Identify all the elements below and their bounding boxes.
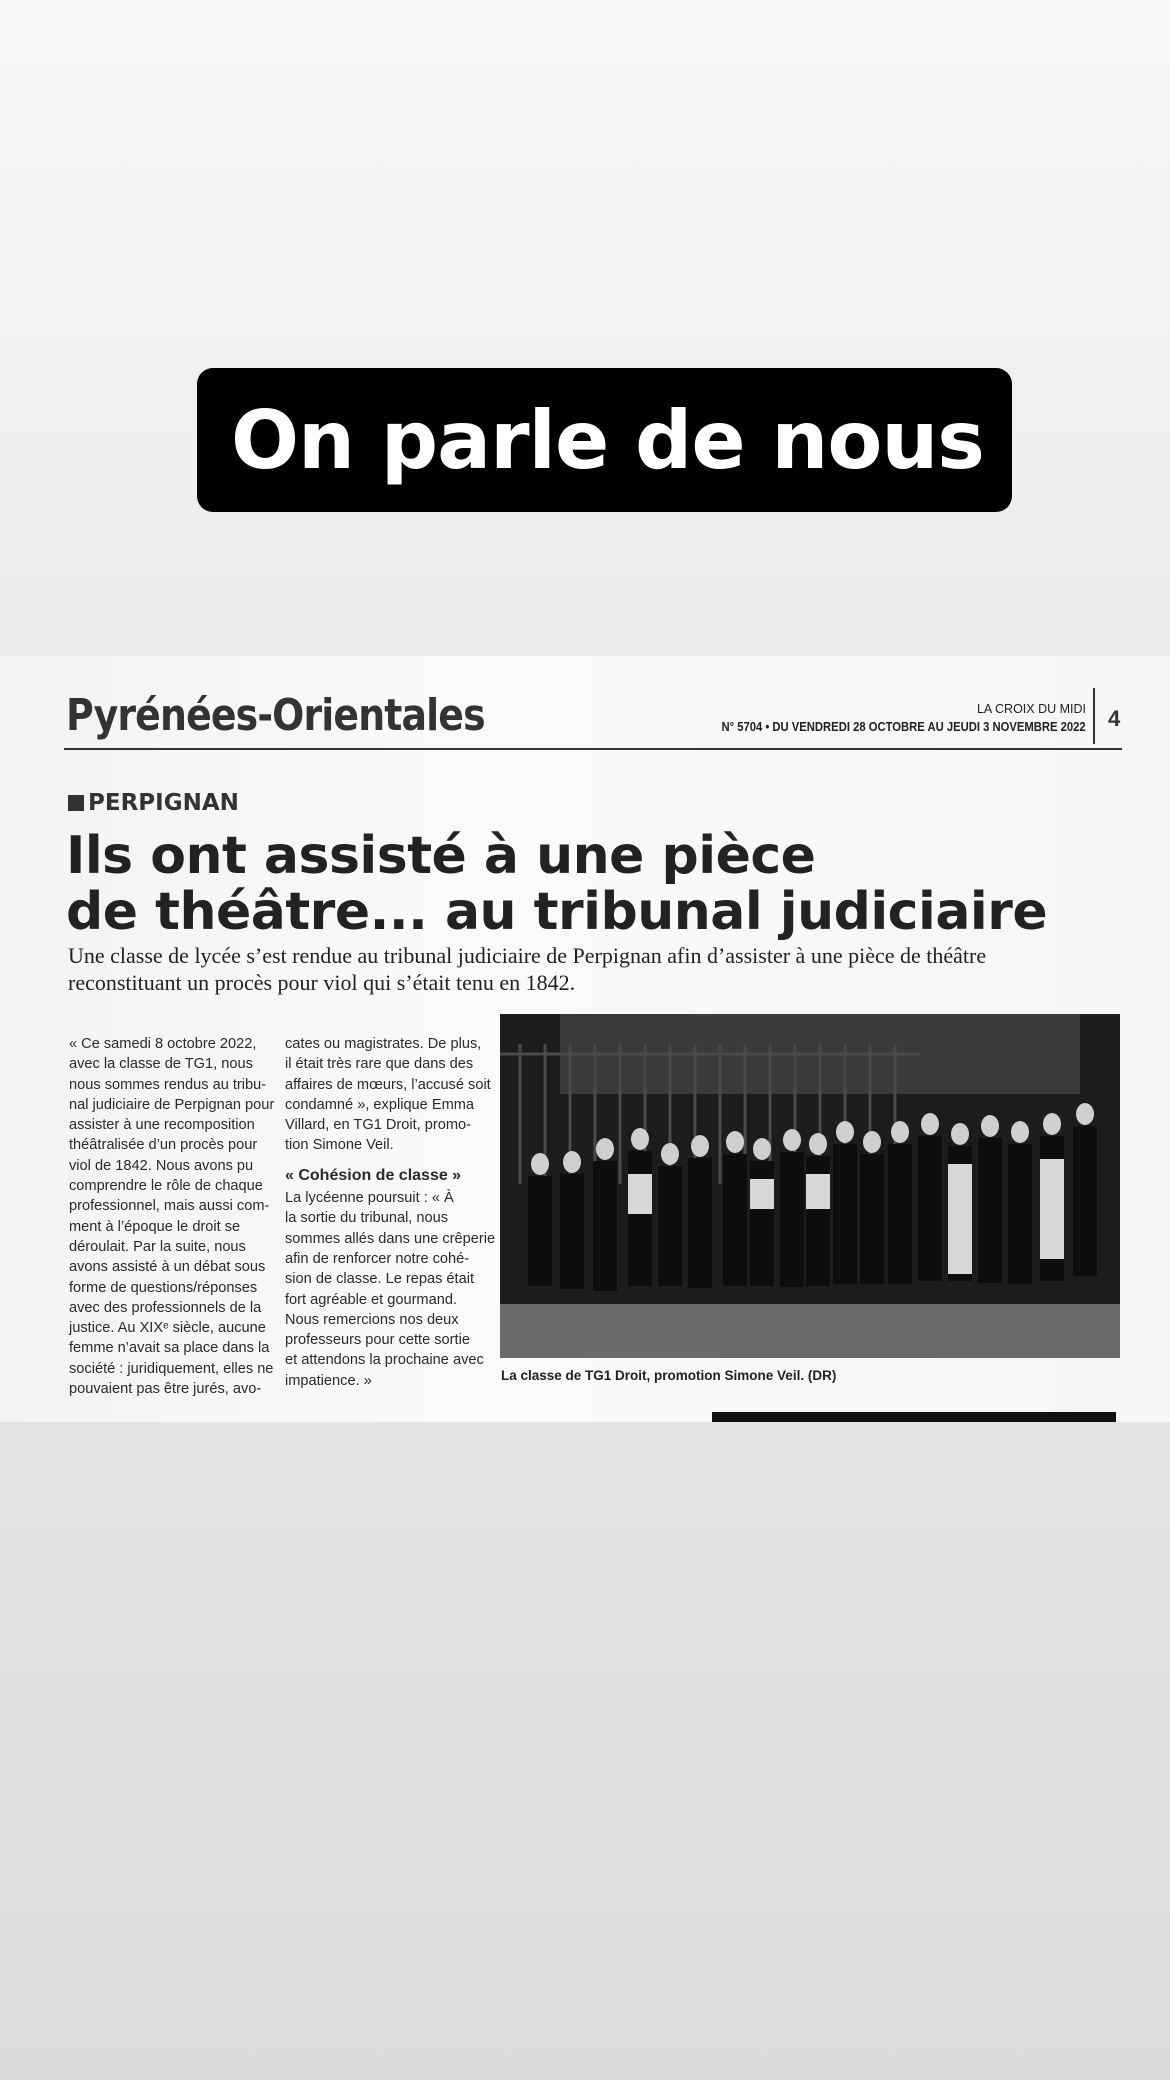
headline-line: Ils ont assisté à une pièce <box>66 826 816 886</box>
headline-line: de théâtre... au tribunal judiciaire <box>66 882 1048 942</box>
article-standfirst <box>68 942 1118 996</box>
article-line: « Ce samedi 8 octobre 2022, <box>69 1036 257 1052</box>
standfirst-line: reconstituant un procès pour viol qui s’était tenu en 1842. <box>68 970 576 995</box>
article-line: tion Simone Veil. <box>285 1137 394 1154</box>
class-photo-illustration <box>500 1014 1120 1358</box>
article-line: assister à une recomposition <box>69 1117 255 1134</box>
article-line: La lycéenne poursuit : « À <box>285 1190 454 1207</box>
article-line: justice. Au XIXᵉ siècle, aucune <box>69 1320 266 1337</box>
article-column-1 <box>69 1034 275 1399</box>
kicker <box>68 790 239 816</box>
article-line: avec des professionnels de la <box>69 1299 262 1316</box>
article-line: Villard, en TG1 Droit, promo- <box>285 1117 472 1134</box>
article-line: la sortie du tribunal, nous <box>285 1210 449 1227</box>
article-line: forme de questions/réponses <box>69 1279 258 1296</box>
article-subheading: « Cohésion de classe » <box>285 1166 462 1184</box>
article-line: pouvaient pas être jurés, avo- <box>69 1381 262 1398</box>
story-banner <box>197 368 1012 512</box>
section-title: Pyrénées-Orientales <box>66 690 485 741</box>
article-line: impatience. » <box>285 1372 372 1389</box>
story-banner-text: On parle de nous <box>231 393 984 487</box>
masthead-separator <box>1093 688 1095 744</box>
article-line: il était très rare que dans des <box>285 1056 474 1073</box>
article-line: société : juridiquement, elles ne <box>69 1360 274 1377</box>
bottom-dark-bar <box>712 1412 1116 1422</box>
header-rule <box>64 748 1122 750</box>
article-line: fort agréable et gourmand. <box>285 1291 457 1308</box>
column-2-top <box>285 1034 491 1156</box>
newspaper-clipping <box>0 656 1170 1422</box>
page-number: 4 <box>1108 706 1121 731</box>
article-line: professionnel, mais aussi com- <box>69 1198 270 1215</box>
article-headline <box>66 828 1116 940</box>
article-line: comprendre le rôle de chaque <box>69 1178 263 1195</box>
article-line: sommes allés dans une crêperie <box>285 1230 496 1247</box>
kicker-label: PERPIGNAN <box>88 790 239 816</box>
article-line: nal judiciaire de Perpignan pour <box>69 1096 275 1113</box>
article-line: viol de 1842. Nous avons pu <box>69 1157 254 1174</box>
article-line: professeurs pour cette sortie <box>285 1332 470 1349</box>
article-line: Nous remercions nos deux <box>285 1311 459 1328</box>
photo-caption: La classe de TG1 Droit, promotion Simone Veil. (DR) <box>501 1368 837 1383</box>
article-line: condamné », explique Emma <box>285 1096 475 1113</box>
class-photo <box>500 1014 1120 1358</box>
article-line: afin de renforcer notre cohé- <box>285 1250 470 1267</box>
article-line: théâtralisée d’un procès pour <box>69 1137 258 1154</box>
paper-name: LA CROIX DU MIDI <box>976 702 1086 716</box>
issue-line: N° 5704 • DU VENDREDI 28 OCTOBRE AU JEUDI 3 NOVEMBRE 2022 <box>721 720 1086 734</box>
article-line: sion de classe. Le repas était <box>285 1271 475 1288</box>
article-line: déroulait. Par la suite, nous <box>69 1238 246 1255</box>
column-2-bottom <box>285 1188 496 1391</box>
standfirst-line: Une classe de lycée s’est rendue au tribunal judiciaire de Perpignan afin d’assister à une pièce de théâtre <box>68 943 987 968</box>
article-line: affaires de mœurs, l’accusé soit <box>285 1076 491 1093</box>
article-line: femme n’avait sa place dans la <box>69 1340 270 1357</box>
article-line: avons assisté à un débat sous <box>69 1259 266 1276</box>
kicker-square-icon <box>68 795 84 811</box>
article-line: ment à l’époque le droit se <box>69 1218 241 1235</box>
article-column-2 <box>285 1034 496 1391</box>
article-line: avec la classe de TG1, nous <box>69 1056 253 1073</box>
masthead-info <box>681 700 1086 736</box>
article-line: nous sommes rendus au tribu- <box>69 1076 267 1093</box>
article-line: et attendons la prochaine avec <box>285 1352 484 1369</box>
article-line: cates ou magistrates. De plus, <box>285 1036 482 1052</box>
